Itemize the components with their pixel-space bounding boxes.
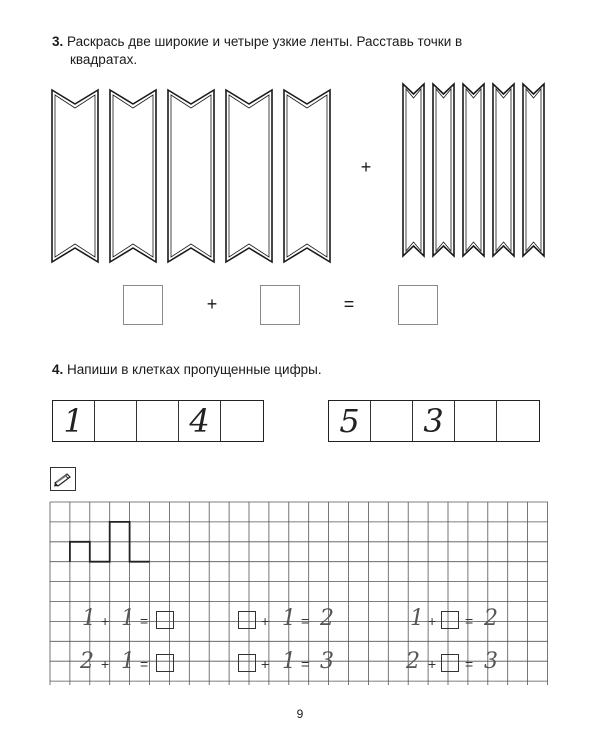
task3-number: 3. bbox=[52, 34, 64, 49]
ribbons-plus-sign: + bbox=[360, 157, 372, 177]
page-number: 9 bbox=[296, 707, 304, 721]
hw-r1b-eq: = bbox=[301, 613, 310, 629]
task3-line1: Раскрась две широкие и четыре узкие ленты. Расставь точки в bbox=[67, 34, 463, 49]
number-cell[interactable]: 4 bbox=[179, 401, 221, 441]
hw-r2b-n1: 1 bbox=[282, 649, 296, 674]
hw-r1a-n1: 1 bbox=[82, 606, 96, 631]
equation-plus: + bbox=[206, 294, 218, 314]
hw-r1b-n1: 1 bbox=[282, 606, 296, 631]
hw-r2b-eq: = bbox=[301, 656, 310, 672]
hw-r1b-op: + bbox=[261, 613, 270, 629]
hw-r1a-eq: = bbox=[140, 613, 149, 629]
hw-r1a-op: + bbox=[101, 613, 110, 629]
hw-r2a-eq: = bbox=[140, 656, 149, 672]
hw-r2c-eq: = bbox=[465, 656, 474, 672]
hw-r2a-n2: 1 bbox=[121, 649, 135, 674]
number-cell[interactable]: 3 bbox=[413, 401, 455, 441]
hw-r1b-box[interactable] bbox=[238, 611, 256, 629]
hw-r2c-res: 3 bbox=[484, 649, 498, 674]
hw-r1c-res: 2 bbox=[484, 606, 498, 631]
hw-r1c-op: + bbox=[428, 613, 437, 629]
number-cell[interactable]: 5 bbox=[329, 401, 371, 441]
hw-r2a-box[interactable] bbox=[156, 654, 174, 672]
hw-r2c-n1: 2 bbox=[406, 649, 420, 674]
hw-r1c-box[interactable] bbox=[441, 611, 459, 629]
hw-r2a-n1: 2 bbox=[80, 649, 94, 674]
hw-r1c-n1: 1 bbox=[410, 606, 424, 631]
hw-r1b-res: 2 bbox=[320, 606, 334, 631]
task4-number: 4. bbox=[52, 362, 64, 377]
hw-r2c-op: + bbox=[428, 656, 437, 672]
number-cell[interactable]: 1 bbox=[53, 401, 95, 441]
equation-equals: = bbox=[343, 294, 355, 314]
hw-r2b-op: + bbox=[261, 656, 270, 672]
hw-r1c-eq: = bbox=[465, 613, 474, 629]
hw-r2a-op: + bbox=[101, 656, 110, 672]
task4-text: Напиши в клетках пропущенные цифры. bbox=[67, 362, 322, 377]
hw-r1a-box[interactable] bbox=[156, 611, 174, 629]
hw-r2b-res: 3 bbox=[320, 649, 334, 674]
task3-instruction-line2: квадратах. bbox=[70, 52, 138, 67]
hw-r2c-box[interactable] bbox=[441, 654, 459, 672]
hw-r2b-box[interactable] bbox=[238, 654, 256, 672]
hw-r1a-n2: 1 bbox=[121, 606, 135, 631]
